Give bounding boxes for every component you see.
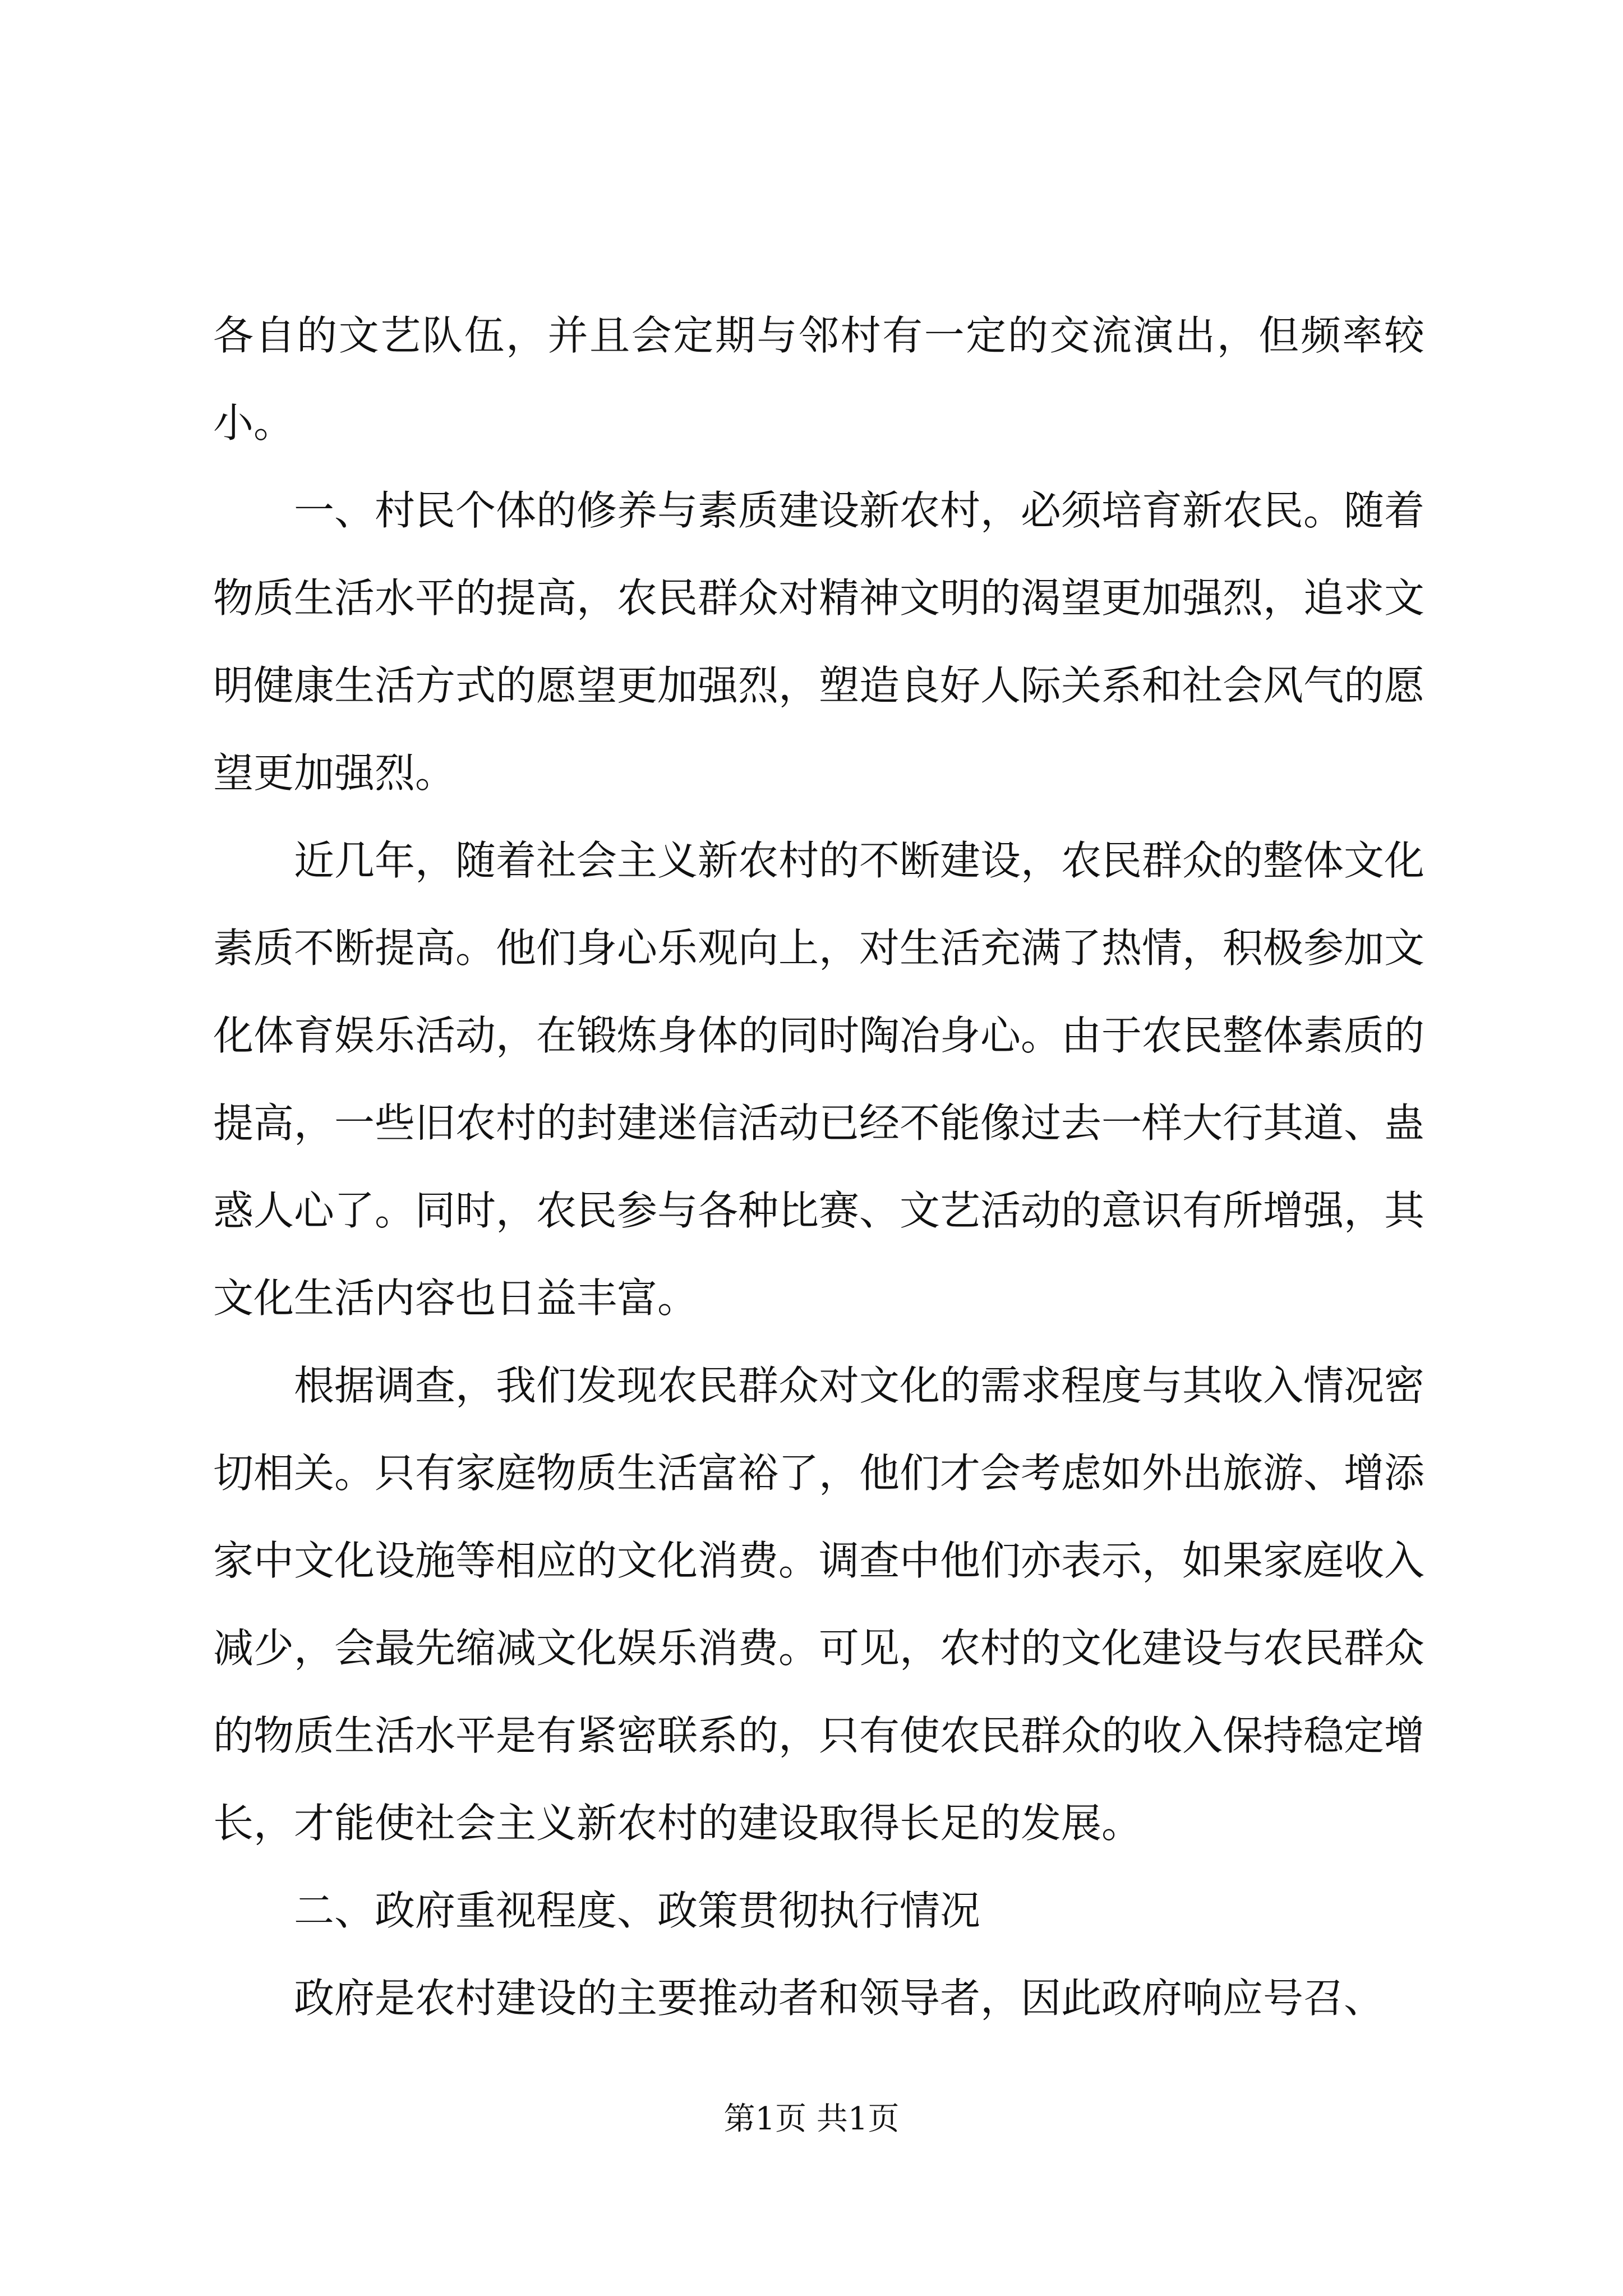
paragraph-recent-years: 近几年，随着社会主义新农村的不断建设，农民群众的整体文化素质不断提高。他们身心乐观向上，对生活充满了热情，积极参加文化体育娱乐活动，在锻炼身体的同时陶冶身心。由于农民整体素质的提高，一些旧农村的封建迷信活动已经不能像过去一样大行其道、蛊惑人心了。同时，农民参与各种比赛、文艺活动的意识有所增强，其文化生活内容也日益丰富。 bbox=[213, 837, 1425, 1322]
paragraph-survey: 根据调查，我们发现农民群众对文化的需求程度与其收入情况密切相关。只有家庭物质生活富裕了，他们才会考虑如外出旅游、增添家中文化设施等相应的文化消费。调查中他们亦表示，如果家庭收入减少，会最先缩减文化娱乐消费。可见，农村的文化建设与农民群众的物质生活水平是有紧密联系的，只有使农民群众的收入保持稳定增长，才能使社会主义新农村的建设取得长足的发展。 bbox=[213, 1362, 1425, 1847]
section-heading-two: 二、政府重视程度、政策贯彻执行情况 bbox=[294, 1887, 981, 1934]
paragraph-continuation: 各自的文艺队伍，并且会定期与邻村有一定的交流演出，但频率较小。 bbox=[213, 312, 1424, 447]
document-body bbox=[213, 292, 1424, 2042]
paragraph-government: 政府是农村建设的主要推动者和领导者，因此政府响应号召、 bbox=[294, 1975, 1385, 2022]
paragraph-section-one: 一、村民个体的修养与素质建设新农村，必须培育新农民。随着物质生活水平的提高，农民群众对精神文明的渴望更加强烈，追求文明健康生活方式的愿望更加强烈，塑造良好人际关系和社会风气的愿望更加强烈。 bbox=[213, 487, 1425, 797]
page-number-footer: 第1页 共1页 bbox=[723, 2101, 900, 2137]
